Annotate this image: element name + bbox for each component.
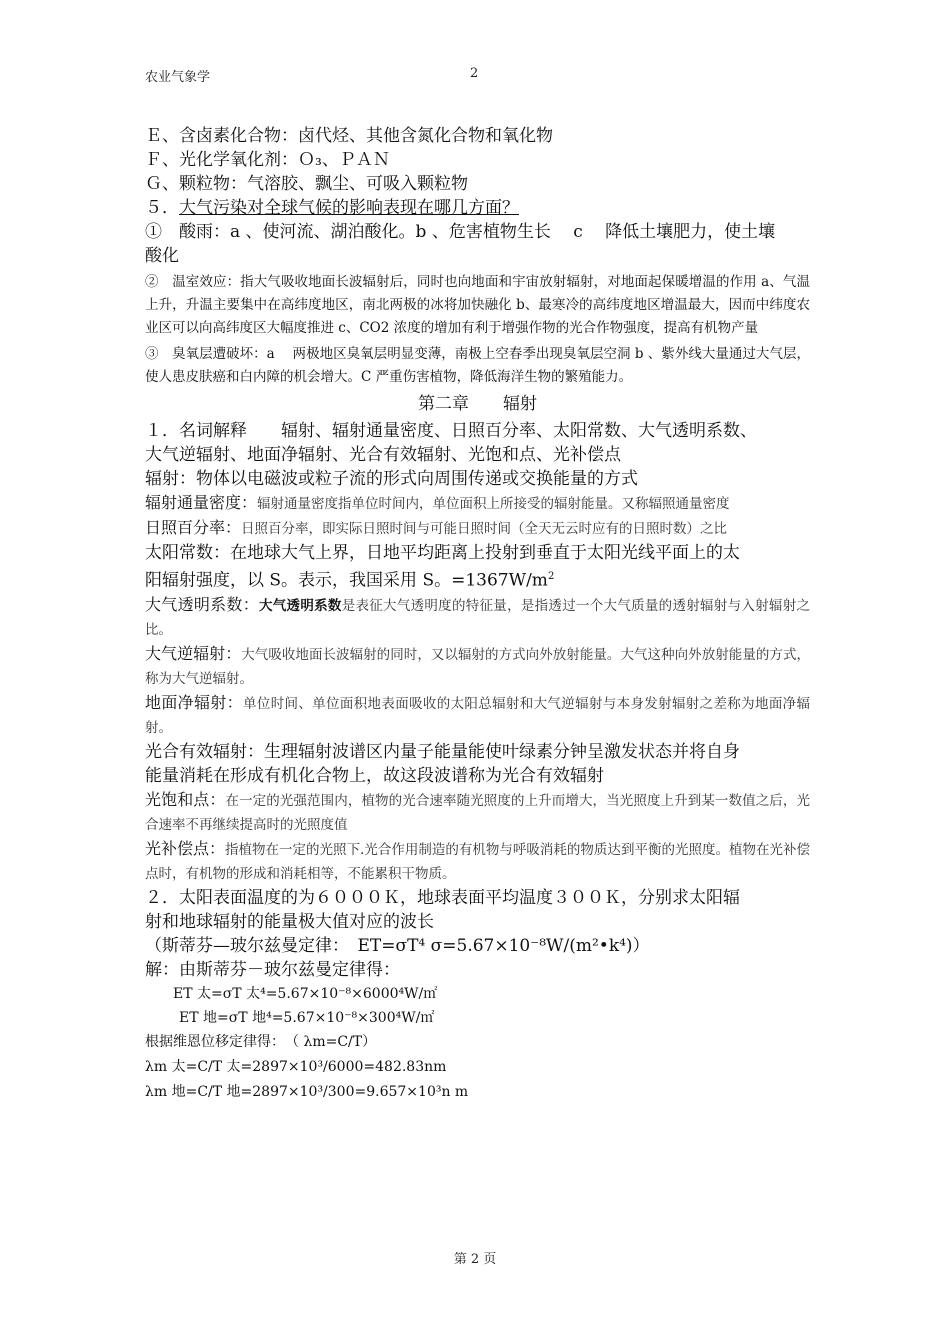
ozone-paragraph: ③ 臭氧层遭破坏：a 两极地区臭氧层明显变薄，南极上空春季出现臭氧层空洞 b 、紫外线大量通过大气层，使人患皮肤癌和白内障的机会增大。C 严重伤害植物，降低海洋生物的繁殖能力。: [145, 346, 810, 385]
def-radiation: 辐射：物体以电磁波或粒子流的形式向周围传递或交换能量的方式: [145, 469, 638, 489]
stefan-law: （斯蒂芬—玻尔兹曼定律： ET=σT⁴ σ=5.67×10⁻⁸W/(m²•k⁴)）: [145, 935, 650, 956]
q1-line1: １．名词解释 辐射、辐射通量密度、日照百分率、太阳常数、大气透明系数、: [145, 421, 757, 441]
text-flux: 辐射通量密度指单位时间内，单位面积上所接受的辐射能量。又称辐照通量密度: [257, 496, 730, 512]
lambda-sun: λm 太=C/T 太=2897×10³/6000=482.83nm: [145, 1058, 447, 1075]
par-line1: 光合有效辐射：生理辐射波谱区内量子能量能使叶绿素分钟呈激发状态并将自身: [145, 741, 740, 762]
header-page-number: 2: [470, 66, 479, 81]
question-5: [145, 196, 810, 220]
def-light-compensation: [145, 837, 810, 886]
footer-page-label: 第 2 页: [453, 1252, 497, 1267]
solution-intro: 解：由斯蒂芬－玻尔兹曼定律得：: [145, 959, 400, 980]
term-lsp: 光饱和点：: [145, 789, 226, 809]
text-net: 单位时间、单位面积地表面吸收的太阳总辐射和大气逆辐射与本身发射辐射之差称为地面净辐射。: [145, 695, 810, 736]
term-transparency: 大气透明系数：: [145, 594, 259, 614]
def-counter-radiation: [145, 642, 810, 691]
wien-law: 根据维恩位移定律得： （ λm=C/T）: [145, 1033, 377, 1050]
par-line2: 能量消耗在形成有机化合物上，故这段波谱称为光合有效辐射: [145, 765, 604, 786]
text-transparency: 是表征大气透明度的特征量，是指透过一个大气质量的透射辐射与入射辐射之比。: [145, 597, 811, 638]
chapter-title: 第二章 辐射: [418, 394, 537, 414]
def-sunshine: [145, 516, 810, 541]
text-lcp: 指植物在一定的光照下.光合作用制造的有机物与呼吸消耗的物质达到平衡的光照度。植物在光补偿点时，有机物的形成和消耗相等，不能累积干物质。: [145, 841, 810, 882]
term-counter: 大气逆辐射：: [145, 643, 242, 663]
term-lcp: 光补偿点：: [145, 838, 226, 858]
header-title: 农业气象学: [145, 70, 211, 85]
def-flux: [145, 491, 810, 516]
item-e: Ｅ、含卤素化合物：卤代烃、其他含氮化合物和氧化物: [145, 126, 553, 146]
q1-line2: 大气逆辐射、地面净辐射、光合有效辐射、光饱和点、光补偿点: [145, 445, 621, 465]
bold-transparency: 大气透明系数: [258, 597, 342, 614]
solar-constant-text: 阳辐射强度，以 S。表示，我国采用 S。=1367W/m: [145, 570, 548, 591]
document-body: [145, 124, 810, 1105]
solar-constant-line1: 太阳常数：在地球大气上界，日地平均距离上投射到垂直于太阳光线平面上的太: [145, 543, 740, 563]
term-flux: 辐射通量密度：: [145, 493, 258, 512]
eq-earth-energy: ET 地=σT 地⁴=5.67×10⁻⁸×300⁴W/㎡: [179, 1009, 435, 1026]
solar-constant-sup: 2: [547, 571, 555, 582]
question-5-number: ５．: [145, 198, 179, 218]
question-5-text: 大气污染对全球气候的影响表现在哪几方面？: [179, 198, 519, 218]
text-sunshine: 日照百分率，即实际日照时间与可能日照时间（全天无云时应有的日照时数）之比: [241, 521, 728, 537]
term-sunshine: 日照百分率：: [145, 518, 242, 537]
acid-rain-line1: ① 酸雨：a 、使河流、湖泊酸化。b 、危害植物生长 c 降低土壤肥力，使土壤: [145, 222, 776, 242]
text-counter: 大气吸收地面长波辐射的同时，又以辐射的方式向外放射能量。大气这种向外放射能量的方式，称为大气逆辐射。: [145, 646, 810, 687]
text-lsp: 在一定的光强范围内，植物的光合速率随光照度的上升而增大，当光照度上升到某一数值之后，光合速率不再继续提高时的光照度值: [145, 792, 810, 833]
eq-sun-energy: ET 太=σT 太⁴=5.67×10⁻⁸×6000⁴W/㎡: [173, 985, 438, 1002]
item-g: Ｇ、颗粒物：气溶胶、飘尘、可吸入颗粒物: [145, 174, 468, 194]
greenhouse-paragraph: ② 温室效应：指大气吸收地面长波辐射后，同时也向地面和宇宙放射辐射，对地面起保暖增温的作用 a、气温上升，升温主要集中在高纬度地区，南北两极的冰将加快融化 b、最寒冷的高纬度地区增温最大，因而中纬度农业区可以向高纬度区大幅度推进 c、CO2 浓度的增加有利于增强作物的光合作物强度，提高有机物产量: [145, 274, 810, 336]
item-f: Ｆ、光化学氧化剂：Ｏ₃、ＰＡＮ: [145, 150, 390, 170]
acid-rain-line2: 酸化: [145, 246, 179, 266]
def-transparency: [145, 593, 810, 642]
solar-constant-line2: [145, 565, 810, 593]
term-net: 地面净辐射：: [145, 692, 244, 712]
lambda-earth: λm 地=C/T 地=2897×10³/300=9.657×10³n m: [145, 1083, 469, 1100]
q2-line2: 射和地球辐射的能量极大值对应的波长: [145, 911, 434, 932]
def-light-saturation: [145, 788, 810, 837]
def-net-radiation: [145, 691, 810, 740]
q2-line1: ２．太阳表面温度的为６０００Ｋ，地球表面平均温度３００Ｋ，分别求太阳辐: [145, 887, 740, 908]
